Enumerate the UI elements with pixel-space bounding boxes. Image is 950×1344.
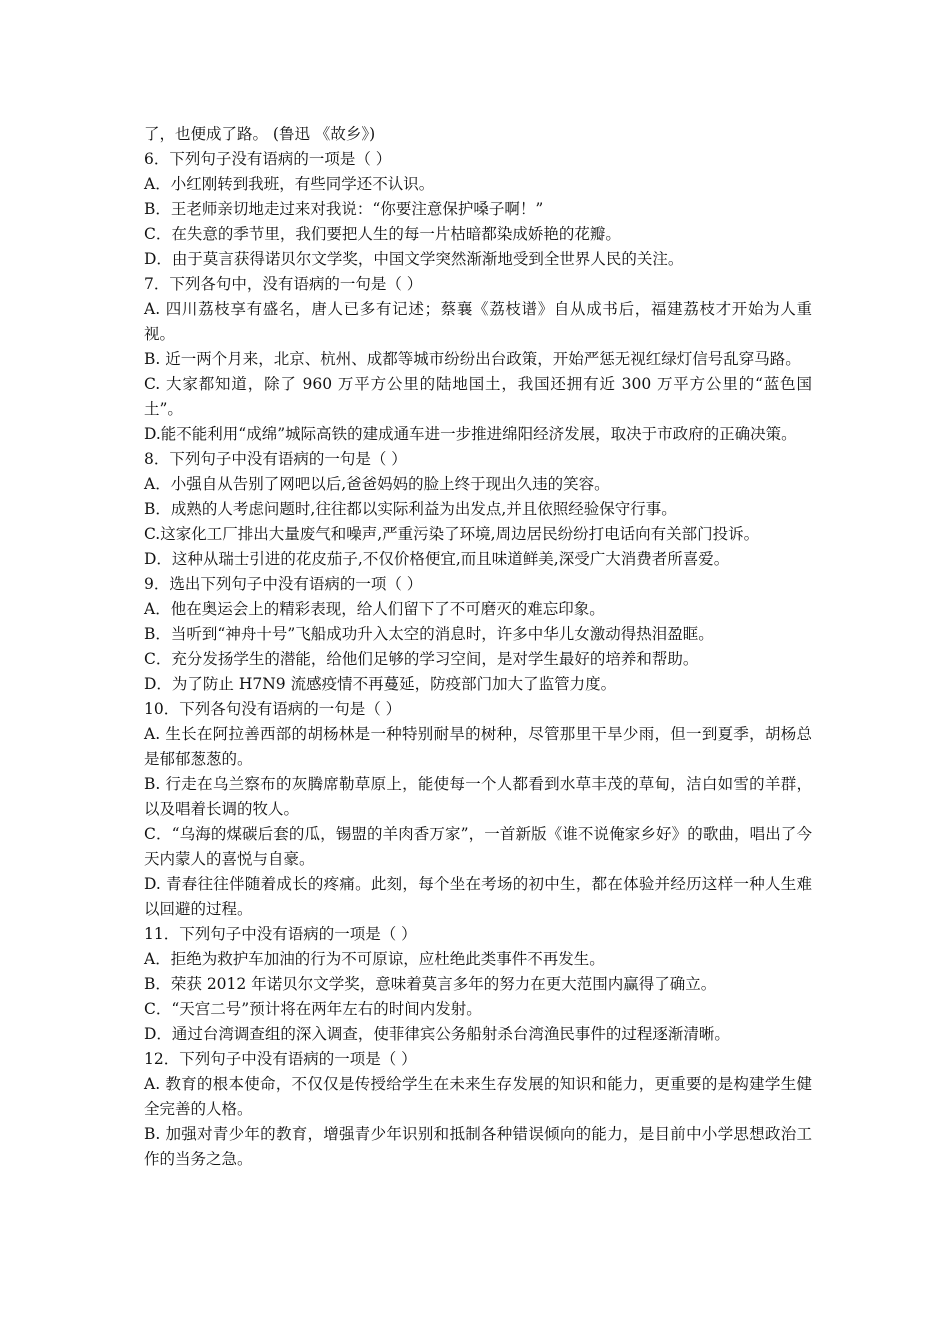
question-8-stem: 8．下列句子中没有语病的一句是（ ） xyxy=(144,450,407,468)
option-d: D．由于莫言获得诺贝尔文学奖，中国文学突然渐渐地受到全世界人民的关注。 xyxy=(144,250,684,268)
option-c: C．“天宫二号”预计将在两年左右的时间内发射。 xyxy=(144,1000,482,1018)
option-a: A．他在奥运会上的精彩表现，给人们留下了不可磨灭的难忘印象。 xyxy=(144,600,605,618)
option-a: A. 生长在阿拉善西部的胡杨林是一种特别耐旱的树种，尽管那里干旱少雨，但一到夏季，胡杨总是郁郁葱葱的。 xyxy=(144,725,812,768)
option-a: A. 教育的根本使命，不仅仅是传授给学生在未来生存发展的知识和能力，更重要的是构建学生健全完善的人格。 xyxy=(144,1075,812,1118)
option-d: D.能不能利用“成绵”城际高铁的建成通车进一步推进绵阳经济发展，取决于市政府的正确决策。 xyxy=(144,425,797,443)
question-10-stem: 10．下列各句没有语病的一句是（ ） xyxy=(144,700,402,718)
option-d: D. 青春往往伴随着成长的疼痛。此刻，每个坐在考场的初中生，都在体验并经历这样一种人生难以回避的过程。 xyxy=(144,875,812,918)
option-d: D．这种从瑞士引进的花皮茄子,不仅价格便宜,而且味道鲜美,深受广大消费者所喜爱。 xyxy=(144,550,730,568)
option-b: B. 加强对青少年的教育，增强青少年识别和抵制各种错误倾向的能力，是目前中小学思想政治工作的当务之急。 xyxy=(144,1125,812,1168)
question-11-stem: 11．下列句子中没有语病的一项是（ ） xyxy=(144,925,417,943)
option-a: A．拒绝为救护车加油的行为不可原谅，应杜绝此类事件不再发生。 xyxy=(144,950,605,968)
option-d: D．为了防止 H7N9 流感疫情不再蔓延，防疫部门加大了监管力度。 xyxy=(144,675,617,693)
option-a: A．小强自从告别了网吧以后,爸爸妈妈的脸上终于现出久违的笑容。 xyxy=(144,475,610,493)
option-b: B. 行走在乌兰察布的灰腾席勒草原上，能使每一个人都看到水草丰茂的草甸，洁白如雪的羊群，以及唱着长调的牧人。 xyxy=(144,775,812,818)
document-page xyxy=(144,122,816,1172)
option-a: A．小红刚转到我班，有些同学还不认识。 xyxy=(144,175,435,193)
option-c: C．充分发扬学生的潜能，给他们足够的学习空间，是对学生最好的培养和帮助。 xyxy=(144,650,699,668)
option-c: C．在失意的季节里，我们要把人生的每一片枯暗都染成娇艳的花瓣。 xyxy=(144,225,621,243)
option-b: B．王老师亲切地走过来对我说：“你要注意保护嗓子啊！” xyxy=(144,200,544,218)
option-c: C. 大家都知道，除了 960 万平方公里的陆地国土，我国还拥有近 300 万平方公里的“蓝色国土”。 xyxy=(144,375,812,418)
option-b: B．成熟的人考虑问题时,往往都以实际利益为出发点,并且依照经验保守行事。 xyxy=(144,500,677,518)
question-12-stem: 12．下列句子中没有语病的一项是（ ） xyxy=(144,1050,417,1068)
option-c: C．“乌海的煤碳后套的瓜，锡盟的羊肉香万家”，一首新版《谁不说俺家乡好》的歌曲，唱出了今天内蒙人的喜悦与自豪。 xyxy=(144,825,812,868)
option-b: B．当听到“神舟十号”飞船成功升入太空的消息时，许多中华儿女激动得热泪盈眶。 xyxy=(144,625,714,643)
question-9-stem: 9．选出下列句子中没有语病的一项（ ） xyxy=(144,575,423,593)
question-6-stem: 6．下列句子没有语病的一项是（ ） xyxy=(144,150,392,168)
option-a: A. 四川荔枝享有盛名，唐人已多有记述；蔡襄《荔枝谱》自从成书后，福建荔枝才开始为人重视。 xyxy=(144,300,812,343)
question-7-stem: 7．下列各句中，没有语病的一句是（ ） xyxy=(144,275,423,293)
option-d: D．通过台湾调查组的深入调查，使菲律宾公务船射杀台湾渔民事件的过程逐渐清晰。 xyxy=(144,1025,730,1043)
option-b: B. 近一两个月来，北京、杭州、成都等城市纷纷出台政策，开始严惩无视红绿灯信号乱穿马路。 xyxy=(144,350,801,368)
text-line: 了，也便成了路。 (鲁迅 《故乡》) xyxy=(144,125,376,143)
option-c: C.这家化工厂排出大量废气和噪声,严重污染了环境,周边居民纷纷打电话向有关部门投诉。 xyxy=(144,525,760,543)
option-b: B．荣获 2012 年诺贝尔文学奖，意味着莫言多年的努力在更大范围内赢得了确立。 xyxy=(144,975,717,993)
